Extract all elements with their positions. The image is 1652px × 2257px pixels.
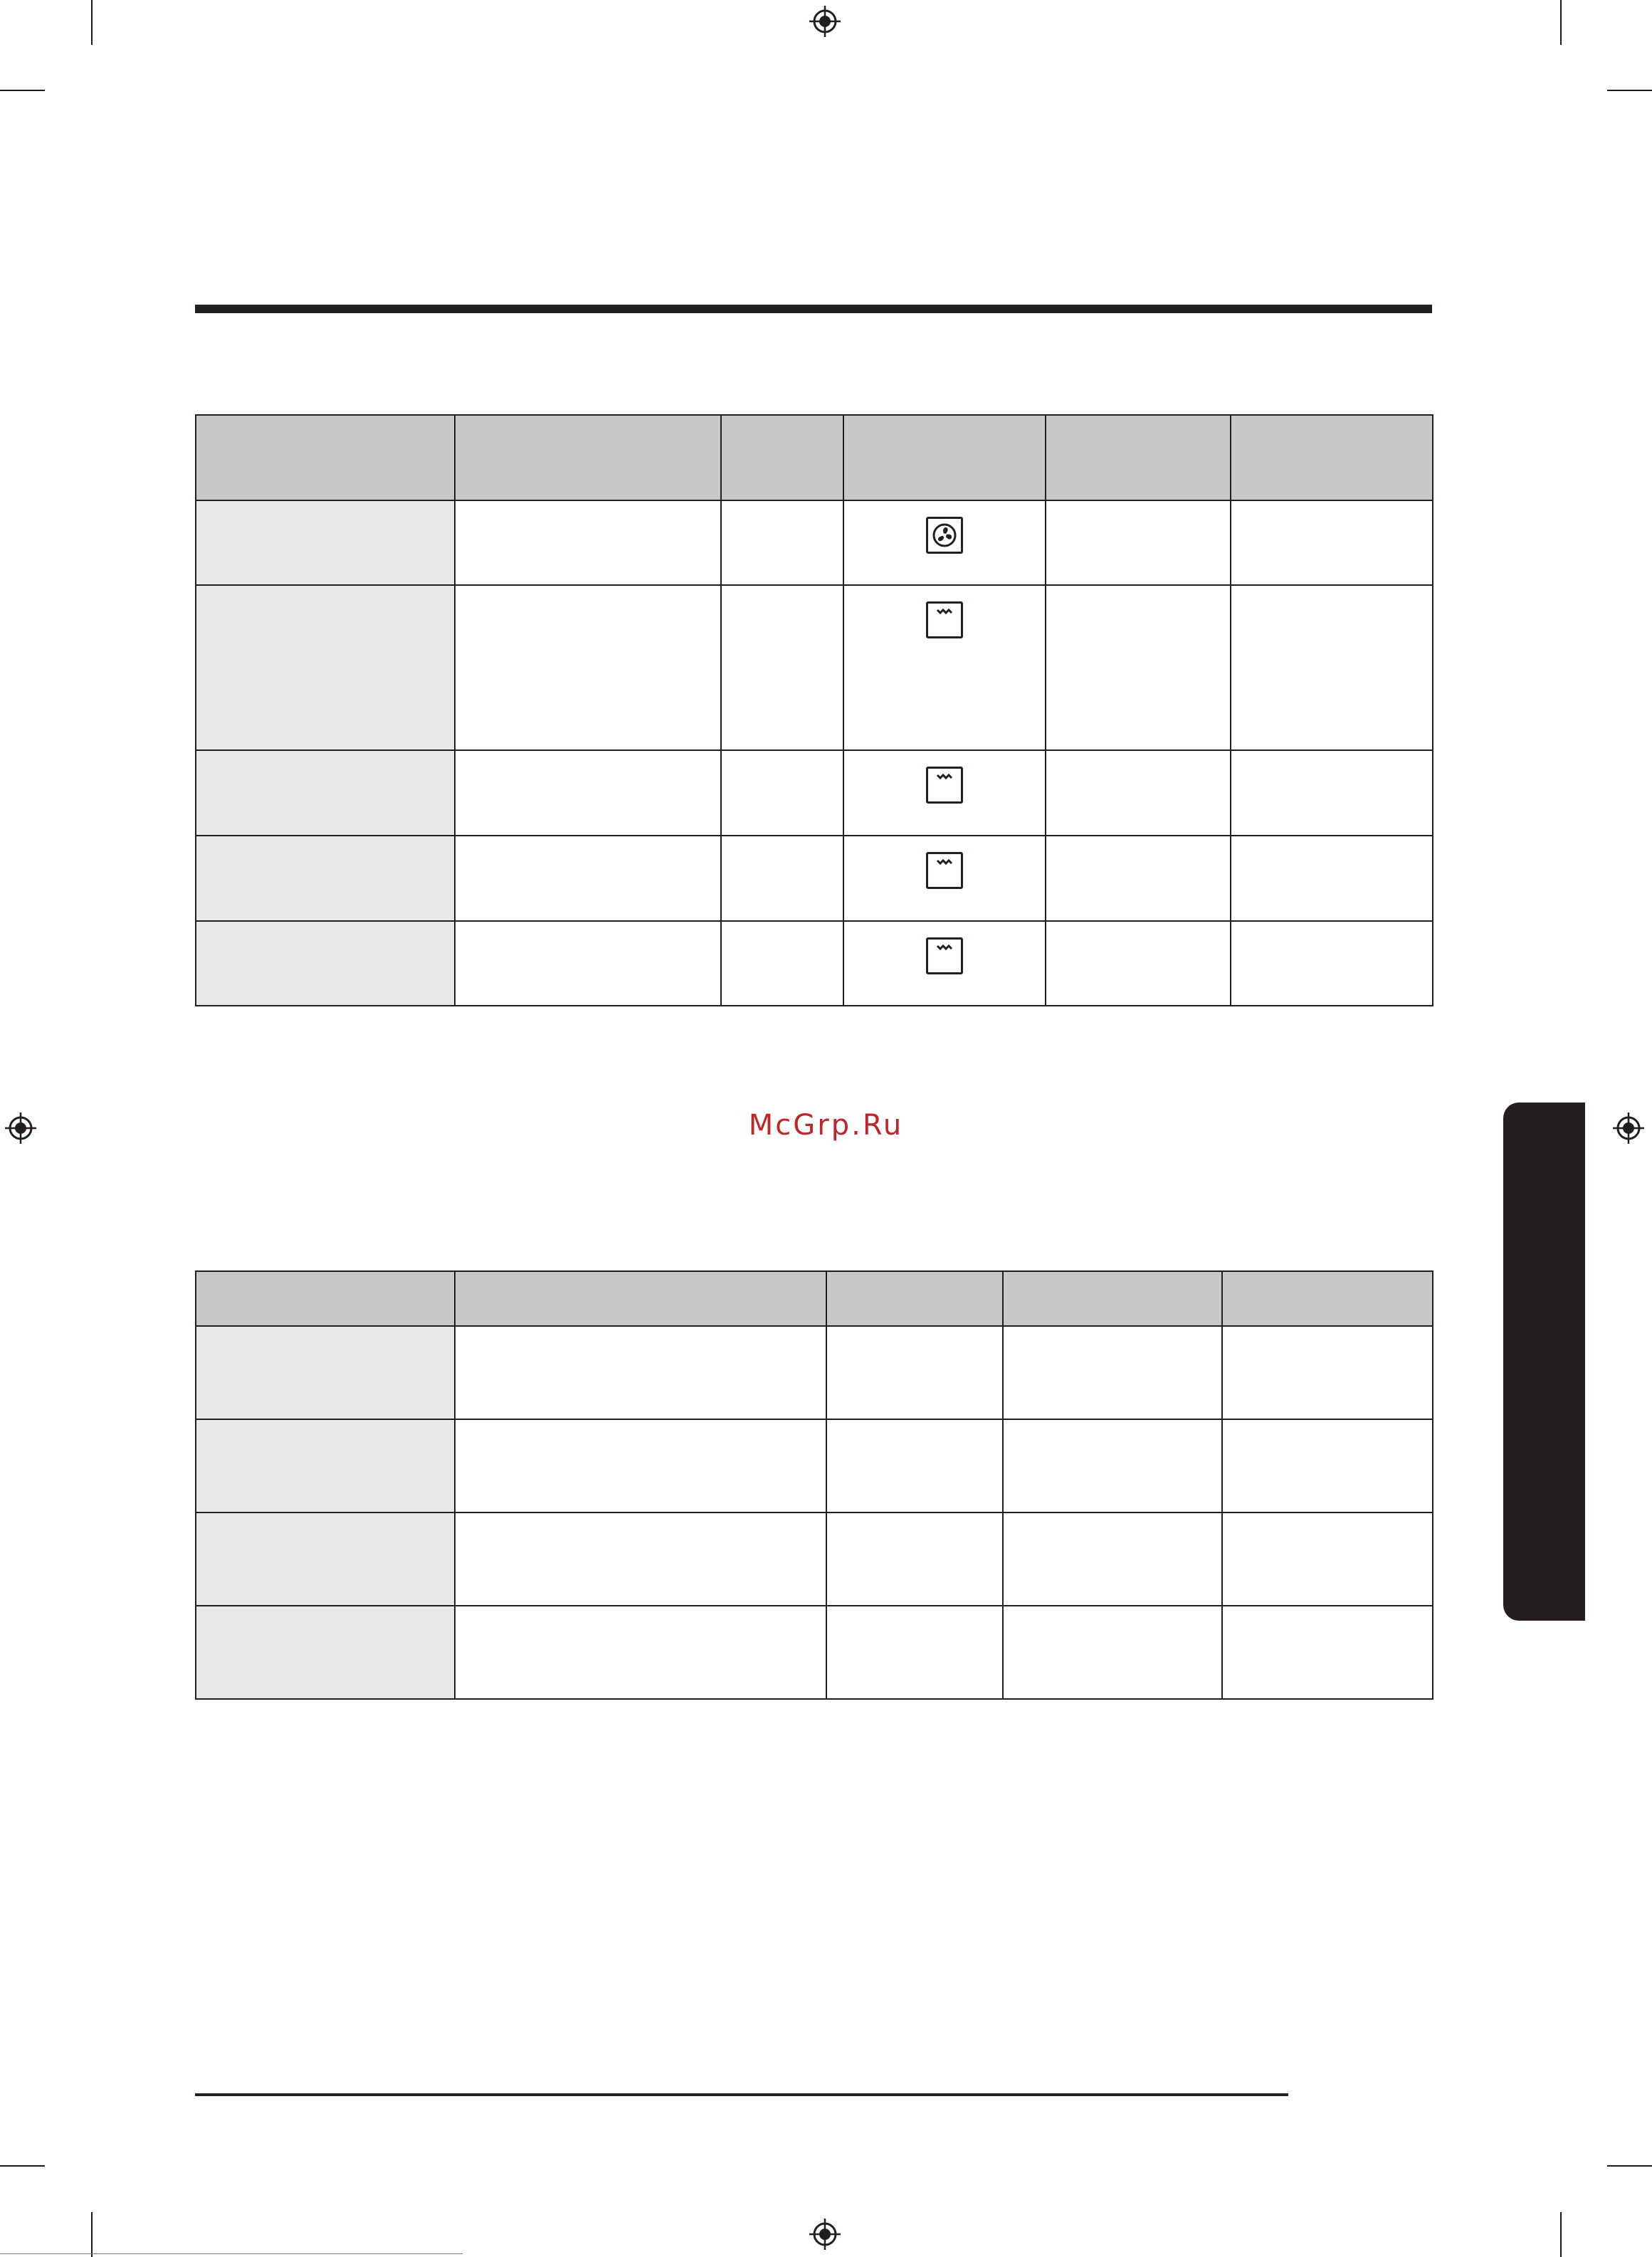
table-cell [826, 1606, 1003, 1699]
header-cell [1222, 1271, 1433, 1326]
table-row [196, 750, 1433, 836]
table-row [196, 921, 1433, 1006]
table-row [196, 500, 1433, 585]
food-label-cell [196, 921, 455, 1006]
table-cell [826, 1512, 1003, 1606]
top-heat-icon [926, 937, 963, 974]
chapter-side-tab [1503, 1103, 1585, 1621]
table-cell [1222, 1419, 1433, 1512]
table-cell [455, 921, 721, 1006]
header-cell [843, 415, 1046, 500]
table-cell [1231, 500, 1433, 585]
header-cell [721, 415, 843, 500]
table-cell [1046, 836, 1231, 921]
header-cell [1046, 415, 1231, 500]
mode-cell [843, 585, 1046, 750]
convection-fan-icon [926, 517, 963, 554]
crop-mark-top-left [91, 0, 93, 45]
footer-rule [195, 2093, 1288, 2096]
cooking-table-1 [195, 414, 1433, 1006]
table-row [196, 1512, 1433, 1606]
table-cell [1231, 836, 1433, 921]
registration-crosshair-icon [809, 6, 841, 37]
top-heat-icon [926, 601, 963, 638]
table-cell [721, 836, 843, 921]
crop-mark-bottom-left [91, 2212, 93, 2257]
cooking-table-2 [195, 1270, 1433, 1700]
header-cell [455, 415, 721, 500]
table-row [196, 836, 1433, 921]
header-cell [826, 1271, 1003, 1326]
table-cell [1222, 1512, 1433, 1606]
watermark: McGrp.Ru [748, 1109, 904, 1142]
table-cell [455, 1606, 826, 1699]
header-cell [1003, 1271, 1222, 1326]
crop-mark-top-right-h [1607, 90, 1652, 91]
table-cell [1231, 585, 1433, 750]
food-label-cell [196, 1606, 455, 1699]
crop-mark-bottom-right [1560, 2212, 1562, 2257]
table-cell [1003, 1512, 1222, 1606]
crop-mark-bottom-left-h [0, 2165, 45, 2167]
table-header-row [196, 415, 1433, 500]
table-cell [1046, 750, 1231, 836]
table-cell [455, 750, 721, 836]
crop-mark-bottom-right-h [1607, 2165, 1652, 2167]
top-heat-icon [926, 852, 963, 889]
food-label-cell [196, 1419, 455, 1512]
mode-cell [843, 836, 1046, 921]
table-cell [455, 1419, 826, 1512]
food-label-cell [196, 1326, 455, 1419]
table-cell [455, 1326, 826, 1419]
slug-line [0, 2253, 463, 2254]
table-row [196, 1326, 1433, 1419]
table-header-row [196, 1271, 1433, 1326]
table-cell [1222, 1606, 1433, 1699]
table-cell [455, 1512, 826, 1606]
top-heat-icon [926, 767, 963, 804]
table-cell [1231, 921, 1433, 1006]
header-cell [196, 1271, 455, 1326]
section-top-rule [195, 305, 1432, 313]
table-cell [1046, 585, 1231, 750]
crop-mark-top-right [1560, 0, 1562, 45]
table-row [196, 1606, 1433, 1699]
table-cell [1231, 750, 1433, 836]
table-cell [1003, 1326, 1222, 1419]
mode-cell [843, 750, 1046, 836]
header-cell [196, 415, 455, 500]
table-cell [1222, 1326, 1433, 1419]
food-label-cell [196, 836, 455, 921]
table-cell [455, 500, 721, 585]
table-row [196, 1419, 1433, 1512]
crop-mark-top-left-h [0, 90, 45, 91]
table-cell [455, 585, 721, 750]
table-cell [721, 750, 843, 836]
mode-cell [843, 500, 1046, 585]
table-cell [721, 921, 843, 1006]
table-cell [455, 836, 721, 921]
table-cell [1046, 500, 1231, 585]
registration-crosshair-icon [809, 2219, 841, 2250]
table-cell [1003, 1419, 1222, 1512]
table-cell [721, 500, 843, 585]
table-cell [1003, 1606, 1222, 1699]
table-cell [721, 585, 843, 750]
table-cell [826, 1419, 1003, 1512]
food-label-cell [196, 500, 455, 585]
food-label-cell [196, 585, 455, 750]
table-row [196, 585, 1433, 750]
food-label-cell [196, 1512, 455, 1606]
mode-cell [843, 921, 1046, 1006]
food-label-cell [196, 750, 455, 836]
header-cell [1231, 415, 1433, 500]
table-cell [826, 1326, 1003, 1419]
table-cell [1046, 921, 1231, 1006]
header-cell [455, 1271, 826, 1326]
